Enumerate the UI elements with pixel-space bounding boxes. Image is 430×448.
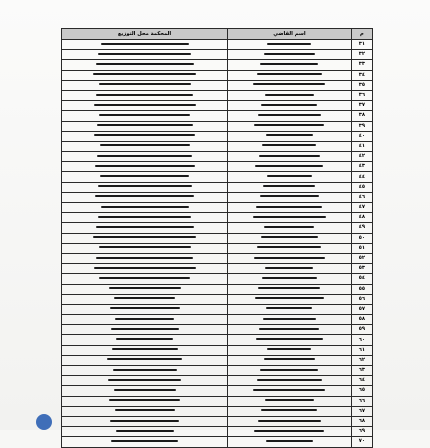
table-row xyxy=(62,50,373,60)
judge-name-scrawl xyxy=(263,318,316,320)
judge-name-cell xyxy=(228,416,352,426)
court-cell xyxy=(62,60,228,70)
judge-name-scrawl xyxy=(258,287,320,289)
judge-name-scrawl xyxy=(265,267,313,269)
court-cell xyxy=(62,355,228,365)
row-number: ٥٦ xyxy=(351,294,372,304)
court-cell xyxy=(62,162,228,172)
court-name-scrawl xyxy=(101,43,189,45)
court-name-scrawl xyxy=(96,63,194,65)
court-cell xyxy=(62,172,228,182)
table-row xyxy=(62,182,373,192)
judge-name-scrawl xyxy=(260,195,319,197)
court-name-scrawl xyxy=(98,216,191,218)
row-number: ٣٨ xyxy=(351,111,372,121)
judge-name-cell xyxy=(228,213,352,223)
judge-name-scrawl xyxy=(267,348,311,350)
row-number: ٦٦ xyxy=(351,396,372,406)
judge-name-cell xyxy=(228,192,352,202)
judges-distribution-table xyxy=(61,28,373,448)
court-cell xyxy=(62,284,228,294)
row-number: ٦٥ xyxy=(351,386,372,396)
judge-name-cell xyxy=(228,284,352,294)
table-row xyxy=(62,437,373,447)
court-cell xyxy=(62,80,228,90)
court-cell xyxy=(62,223,228,233)
table-row xyxy=(62,162,373,172)
table-row xyxy=(62,60,373,70)
judge-name-scrawl xyxy=(253,389,325,391)
judge-name-cell xyxy=(228,304,352,314)
court-cell xyxy=(62,294,228,304)
judge-name-scrawl xyxy=(264,226,314,228)
judge-name-cell xyxy=(228,376,352,386)
table-row xyxy=(62,335,373,345)
judge-name-scrawl xyxy=(259,328,319,330)
row-number: ٤٦ xyxy=(351,192,372,202)
court-name-scrawl xyxy=(116,430,174,432)
judge-name-scrawl xyxy=(264,358,315,360)
row-number: ٦٠ xyxy=(351,335,372,345)
table-row xyxy=(62,427,373,437)
judge-name-scrawl xyxy=(261,236,318,238)
judge-name-cell xyxy=(228,223,352,233)
judge-name-scrawl xyxy=(260,63,318,65)
table-row xyxy=(62,376,373,386)
court-cell xyxy=(62,213,228,223)
court-name-scrawl xyxy=(99,114,190,116)
court-cell xyxy=(62,304,228,314)
row-number: ٣٥ xyxy=(351,80,372,90)
header-number: م xyxy=(351,29,372,40)
judge-name-cell xyxy=(228,172,352,182)
row-number: ٤٨ xyxy=(351,213,372,223)
judge-name-cell xyxy=(228,203,352,213)
court-cell xyxy=(62,90,228,100)
row-number: ٥٠ xyxy=(351,233,372,243)
judge-name-cell xyxy=(228,243,352,253)
judge-name-cell xyxy=(228,406,352,416)
table-row xyxy=(62,355,373,365)
row-number: ٤٩ xyxy=(351,223,372,233)
header-judge-name: اسم القاضي xyxy=(228,29,352,40)
row-number: ٧٠ xyxy=(351,437,372,447)
row-number: ٣٤ xyxy=(351,70,372,80)
table-row xyxy=(62,396,373,406)
row-number: ٥٤ xyxy=(351,274,372,284)
table-row xyxy=(62,172,373,182)
judge-name-scrawl xyxy=(255,165,323,167)
table-row xyxy=(62,121,373,131)
judge-name-scrawl xyxy=(255,297,324,299)
judge-name-cell xyxy=(228,101,352,111)
logo-icon xyxy=(36,414,52,430)
court-name-scrawl xyxy=(99,246,191,248)
court-cell xyxy=(62,315,228,325)
row-number: ٦٨ xyxy=(351,416,372,426)
court-name-scrawl xyxy=(113,369,177,371)
court-cell xyxy=(62,274,228,284)
header-court: المحكمة محل التوزيع xyxy=(62,29,228,40)
court-cell xyxy=(62,264,228,274)
table-row xyxy=(62,294,373,304)
court-cell xyxy=(62,396,228,406)
judge-name-cell xyxy=(228,253,352,263)
table-row xyxy=(62,80,373,90)
table-row xyxy=(62,264,373,274)
court-cell xyxy=(62,366,228,376)
court-cell xyxy=(62,386,228,396)
judge-name-scrawl xyxy=(262,277,317,279)
judge-name-cell xyxy=(228,60,352,70)
court-name-scrawl xyxy=(96,226,194,228)
court-name-scrawl xyxy=(98,185,192,187)
table-row xyxy=(62,131,373,141)
judge-name-scrawl xyxy=(267,175,312,177)
court-name-scrawl xyxy=(97,155,192,157)
table-row xyxy=(62,90,373,100)
judge-name-scrawl xyxy=(254,257,325,259)
court-name-scrawl xyxy=(108,379,181,381)
row-number: ٤٠ xyxy=(351,131,372,141)
judge-name-scrawl xyxy=(253,216,326,218)
court-name-scrawl xyxy=(114,389,176,391)
judge-name-cell xyxy=(228,396,352,406)
judge-name-cell xyxy=(228,131,352,141)
court-cell xyxy=(62,345,228,355)
court-name-scrawl xyxy=(97,124,193,126)
court-cell xyxy=(62,141,228,151)
judge-name-scrawl xyxy=(262,144,316,146)
judge-name-cell xyxy=(228,366,352,376)
table-row xyxy=(62,40,373,50)
judge-name-scrawl xyxy=(265,399,314,401)
judge-name-cell xyxy=(228,70,352,80)
court-name-scrawl xyxy=(99,83,191,85)
judge-name-scrawl xyxy=(261,104,317,106)
court-cell xyxy=(62,416,228,426)
judge-name-scrawl xyxy=(264,53,315,55)
court-name-scrawl xyxy=(96,257,193,259)
judge-name-scrawl xyxy=(253,83,325,85)
row-number: ٦٣ xyxy=(351,366,372,376)
court-cell xyxy=(62,50,228,60)
court-name-scrawl xyxy=(114,297,175,299)
court-name-scrawl xyxy=(107,358,182,360)
court-name-scrawl xyxy=(110,307,180,309)
row-number: ٦٧ xyxy=(351,406,372,416)
row-number: ٥٢ xyxy=(351,253,372,263)
row-number: ٦١ xyxy=(351,345,372,355)
court-cell xyxy=(62,131,228,141)
row-number: ٤٣ xyxy=(351,162,372,172)
judge-name-scrawl xyxy=(256,338,323,340)
row-number: ٥١ xyxy=(351,243,372,253)
court-cell xyxy=(62,40,228,50)
table-row xyxy=(62,192,373,202)
court-name-scrawl xyxy=(111,440,178,442)
judge-name-scrawl xyxy=(257,246,321,248)
judge-name-cell xyxy=(228,355,352,365)
court-name-scrawl xyxy=(99,277,190,279)
court-name-scrawl xyxy=(101,206,189,208)
court-name-scrawl xyxy=(112,348,178,350)
table-row xyxy=(62,223,373,233)
table-row xyxy=(62,111,373,121)
row-number: ٥٨ xyxy=(351,315,372,325)
court-name-scrawl xyxy=(115,409,175,411)
row-number: ٥٧ xyxy=(351,304,372,314)
court-name-scrawl xyxy=(96,94,193,96)
judge-name-cell xyxy=(228,335,352,345)
judge-name-cell xyxy=(228,141,352,151)
judge-name-scrawl xyxy=(263,185,315,187)
table-row xyxy=(62,325,373,335)
table-row xyxy=(62,243,373,253)
judge-name-cell xyxy=(228,427,352,437)
judge-name-cell xyxy=(228,274,352,284)
table-row xyxy=(62,386,373,396)
court-name-scrawl xyxy=(94,134,195,136)
row-number: ٣١ xyxy=(351,40,372,50)
judge-name-cell xyxy=(228,437,352,447)
judge-name-cell xyxy=(228,111,352,121)
table-row xyxy=(62,101,373,111)
court-cell xyxy=(62,182,228,192)
judge-name-scrawl xyxy=(267,43,311,45)
judge-name-scrawl xyxy=(261,409,317,411)
judge-name-cell xyxy=(228,386,352,396)
table-row xyxy=(62,315,373,325)
table-body xyxy=(62,40,373,448)
court-name-scrawl xyxy=(116,338,173,340)
table-row xyxy=(62,253,373,263)
judge-name-cell xyxy=(228,90,352,100)
judge-name-scrawl xyxy=(266,134,313,136)
court-name-scrawl xyxy=(115,318,174,320)
row-number: ٤٧ xyxy=(351,203,372,213)
court-cell xyxy=(62,243,228,253)
judge-name-scrawl xyxy=(266,307,312,309)
row-number: ٥٩ xyxy=(351,325,372,335)
court-cell xyxy=(62,325,228,335)
table-row xyxy=(62,274,373,284)
court-cell xyxy=(62,406,228,416)
row-number: ٦٤ xyxy=(351,376,372,386)
judge-name-cell xyxy=(228,345,352,355)
court-name-scrawl xyxy=(111,328,179,330)
judge-name-scrawl xyxy=(266,440,313,442)
court-name-scrawl xyxy=(109,399,180,401)
judge-name-cell xyxy=(228,264,352,274)
court-cell xyxy=(62,152,228,162)
row-number: ٦٢ xyxy=(351,355,372,365)
judge-name-cell xyxy=(228,162,352,172)
table-row xyxy=(62,416,373,426)
judge-name-scrawl xyxy=(258,420,321,422)
court-name-scrawl xyxy=(93,73,196,75)
table-header-row xyxy=(62,29,373,40)
judge-name-cell xyxy=(228,152,352,162)
court-cell xyxy=(62,233,228,243)
judge-name-cell xyxy=(228,182,352,192)
court-cell xyxy=(62,111,228,121)
judge-name-cell xyxy=(228,315,352,325)
court-cell xyxy=(62,121,228,131)
table-row xyxy=(62,366,373,376)
court-name-scrawl xyxy=(95,165,195,167)
judge-name-scrawl xyxy=(257,379,322,381)
table-row xyxy=(62,233,373,243)
judge-name-scrawl xyxy=(259,155,320,157)
judge-name-scrawl xyxy=(256,206,322,208)
court-name-scrawl xyxy=(110,420,179,422)
row-number: ٤١ xyxy=(351,141,372,151)
row-number: ٣٦ xyxy=(351,90,372,100)
court-name-scrawl xyxy=(95,195,194,197)
row-number: ٦٩ xyxy=(351,427,372,437)
judge-name-scrawl xyxy=(258,114,321,116)
court-cell xyxy=(62,101,228,111)
row-number: ٥٥ xyxy=(351,284,372,294)
court-name-scrawl xyxy=(94,267,196,269)
court-name-scrawl xyxy=(93,236,196,238)
row-number: ٤٥ xyxy=(351,182,372,192)
court-cell xyxy=(62,437,228,447)
table-row xyxy=(62,203,373,213)
court-cell xyxy=(62,192,228,202)
row-number: ٤٤ xyxy=(351,172,372,182)
row-number: ٤٢ xyxy=(351,152,372,162)
court-name-scrawl xyxy=(100,175,189,177)
court-cell xyxy=(62,376,228,386)
judge-name-cell xyxy=(228,40,352,50)
row-number: ٣٩ xyxy=(351,121,372,131)
row-number: ٣٧ xyxy=(351,101,372,111)
table-row xyxy=(62,345,373,355)
judge-name-scrawl xyxy=(254,124,324,126)
court-name-scrawl xyxy=(109,287,181,289)
row-number: ٣٢ xyxy=(351,50,372,60)
table-row xyxy=(62,304,373,314)
judge-name-cell xyxy=(228,121,352,131)
judge-name-cell xyxy=(228,294,352,304)
court-name-scrawl xyxy=(98,53,191,55)
judge-name-scrawl xyxy=(257,73,322,75)
judge-name-cell xyxy=(228,50,352,60)
court-cell xyxy=(62,253,228,263)
judge-name-scrawl xyxy=(260,369,318,371)
table-row xyxy=(62,70,373,80)
court-name-scrawl xyxy=(100,144,190,146)
judge-name-cell xyxy=(228,233,352,243)
table-row xyxy=(62,213,373,223)
table-row xyxy=(62,284,373,294)
row-number: ٣٣ xyxy=(351,60,372,70)
court-name-scrawl xyxy=(94,104,196,106)
table-row xyxy=(62,406,373,416)
judge-name-cell xyxy=(228,80,352,90)
court-cell xyxy=(62,203,228,213)
court-cell xyxy=(62,335,228,345)
table-row xyxy=(62,152,373,162)
row-number: ٥٣ xyxy=(351,264,372,274)
judge-name-scrawl xyxy=(254,430,324,432)
table-row xyxy=(62,141,373,151)
judge-name-cell xyxy=(228,325,352,335)
judge-name-scrawl xyxy=(265,94,314,96)
court-cell xyxy=(62,427,228,437)
court-cell xyxy=(62,70,228,80)
